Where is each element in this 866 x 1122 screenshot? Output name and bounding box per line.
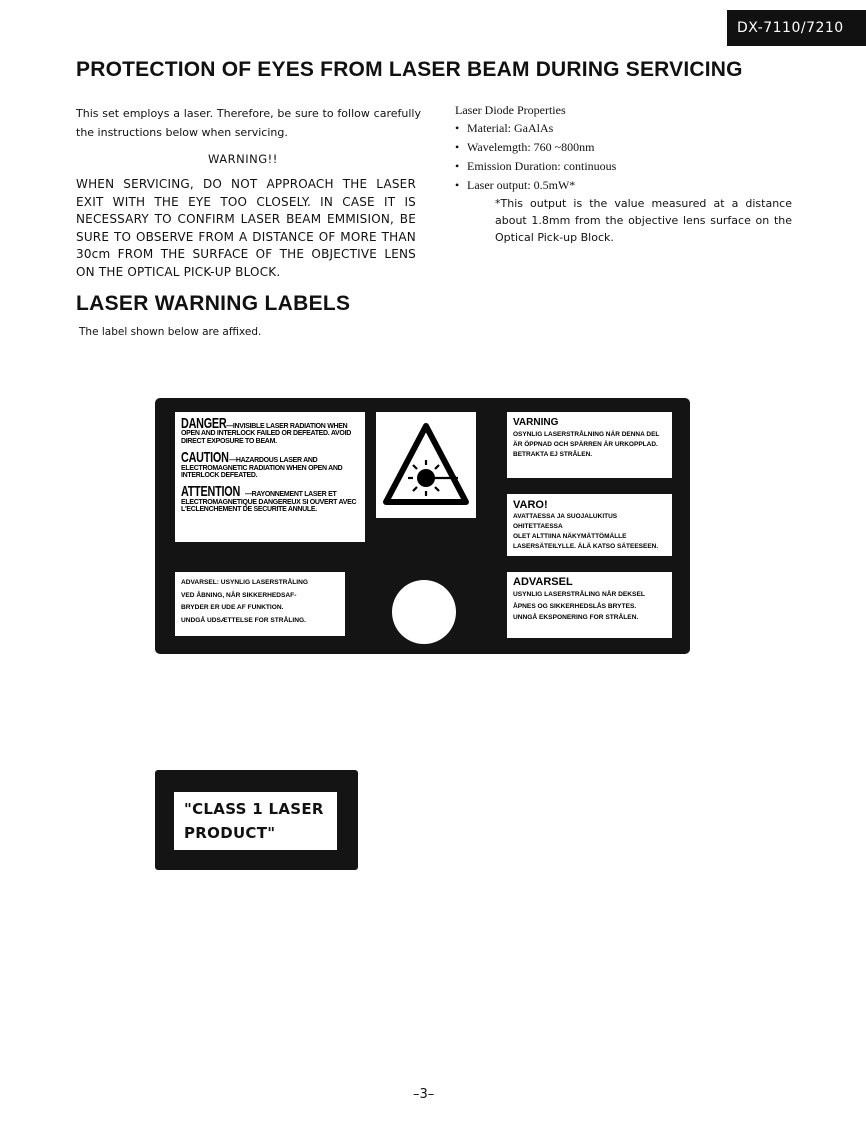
danger-entry bbox=[181, 417, 359, 445]
attention-entry bbox=[181, 485, 359, 513]
finnish-line: OLET ALTTIINA NÄKYMÄTTÖMÄLLE bbox=[513, 533, 627, 540]
lens-window-circle bbox=[392, 580, 456, 644]
property-wavelength: • Wavelemgth: 760 ~800nm bbox=[455, 138, 805, 157]
finnish-line: AVATTAESSA JA SUOJALUKITUS OHITETTAESSA bbox=[513, 513, 618, 530]
norwegian-line: UNNGÅ EKSPONERING FOR STRÅLEN. bbox=[513, 614, 639, 621]
swedish-line: ÄR ÖPPNAD OCH SPÄRREN ÄR URKOPPLAD. bbox=[513, 441, 658, 448]
danish-line: VED ÅBNING, NÅR SIKKERHEDSAF- bbox=[181, 591, 297, 599]
laser-warning-label-panel bbox=[155, 398, 690, 654]
properties-list bbox=[455, 119, 805, 195]
property-material: • Material: GaAlAs bbox=[455, 119, 805, 138]
danish-line: BRYDER ER UDE AF FUNKTION. bbox=[181, 604, 284, 611]
swedish-heading: VARNING bbox=[513, 417, 559, 428]
caution-word: CAUTION bbox=[181, 449, 229, 467]
caution-text: —HAZARDOUS LASER AND ELECTROMAGNETIC RADIATION WHEN OPEN AND INTERLOCK DEFEATED. bbox=[181, 457, 343, 480]
model-number-tab bbox=[727, 10, 866, 46]
finnish-warning-label bbox=[507, 494, 672, 556]
danish-line: UNDGÅ UDSÆTTELSE FOR STRÅLING. bbox=[181, 616, 306, 624]
finnish-line: LASERSÄTEILYLLE. ÄLÄ KATSO SÄTEESEEN. bbox=[513, 543, 659, 550]
attention-word: ATTENTION bbox=[181, 483, 241, 501]
section-title-eye-protection: PROTECTION OF EYES FROM LASER BEAM DURING SERVICING bbox=[76, 58, 743, 81]
caution-entry bbox=[181, 451, 359, 479]
danger-caution-attention-label bbox=[175, 412, 365, 542]
page-number: –3– bbox=[413, 1087, 435, 1102]
attention-text: —RAYONNEMENT LASER ET ELECTROMAGNETIQUE DANGEREUX SI OUVERT AVEC L'ECLENCHEMENT DE SECURITE ANNULE. bbox=[181, 491, 357, 514]
properties-title: Laser Diode Properties bbox=[455, 103, 566, 117]
norwegian-line: USYNLIG LASERSTRÅLING NÅR DEKSEL bbox=[513, 591, 645, 598]
class1-label-panel bbox=[155, 770, 358, 870]
laser-hazard-symbol bbox=[376, 412, 476, 518]
norwegian-warning-label bbox=[507, 572, 672, 638]
model-number: DX-7110/7210 bbox=[737, 20, 844, 36]
swedish-line: OSYNLIG LASERSTRÅLNING NÄR DENNA DEL bbox=[513, 431, 660, 438]
section-title-warning-labels: LASER WARNING LABELS bbox=[76, 292, 351, 315]
labels-intro: The label shown below are affixed. bbox=[79, 326, 262, 338]
class1-line1: "CLASS 1 LASER bbox=[184, 800, 324, 818]
warning-body: WHEN SERVICING, DO NOT APPROACH THE LASER EXIT WITH THE EYE TOO CLOSELY. IN CASE IT IS NECESSARY TO CONFIRM LASER BEAM EMMISION, BE SURE TO OBSERVE FROM A DISTANCE OF MORE THAN 30cm FROM THE SURFACE OF THE OBJECTIVE LENS ON THE OPTICAL PICK-UP BLOCK. bbox=[76, 177, 416, 279]
warning-heading: WARNING!! bbox=[208, 152, 278, 166]
class1-label bbox=[174, 792, 337, 850]
laser-hazard-icon bbox=[376, 412, 476, 518]
finnish-heading: VARO! bbox=[513, 499, 548, 511]
laser-diode-properties bbox=[455, 101, 805, 195]
danish-line: ADVARSEL: USYNLIG LASERSTRÅLING bbox=[181, 579, 308, 586]
norwegian-heading: ADVARSEL bbox=[513, 576, 573, 588]
property-emission: • Emission Duration: continuous bbox=[455, 157, 805, 176]
output-footnote: *This output is the value measured at a distance about 1.8mm from the objective lens surface on the Optical Pick-up Block. bbox=[495, 197, 792, 244]
intro-paragraph: This set employs a laser. Therefore, be sure to follow carefully the instructions below when servicing. bbox=[76, 107, 421, 139]
norwegian-line: ÅPNES OG SIKKERHEDSLÅS BRYTES. bbox=[513, 602, 637, 610]
swedish-line: BETRAKTA EJ STRÅLEN. bbox=[513, 451, 593, 458]
swedish-warning-label bbox=[507, 412, 672, 478]
danger-text: —INVISIBLE LASER RADIATION WHEN OPEN AND INTERLOCK FAILED OR DEFEATED. AVOID DIRECT EXPOSURE TO BEAM. bbox=[181, 423, 351, 445]
danish-warning-label bbox=[175, 572, 345, 636]
danger-word: DANGER bbox=[181, 415, 227, 432]
class1-line2: PRODUCT" bbox=[184, 824, 276, 842]
property-output: • Laser output: 0.5mW* bbox=[455, 176, 805, 195]
